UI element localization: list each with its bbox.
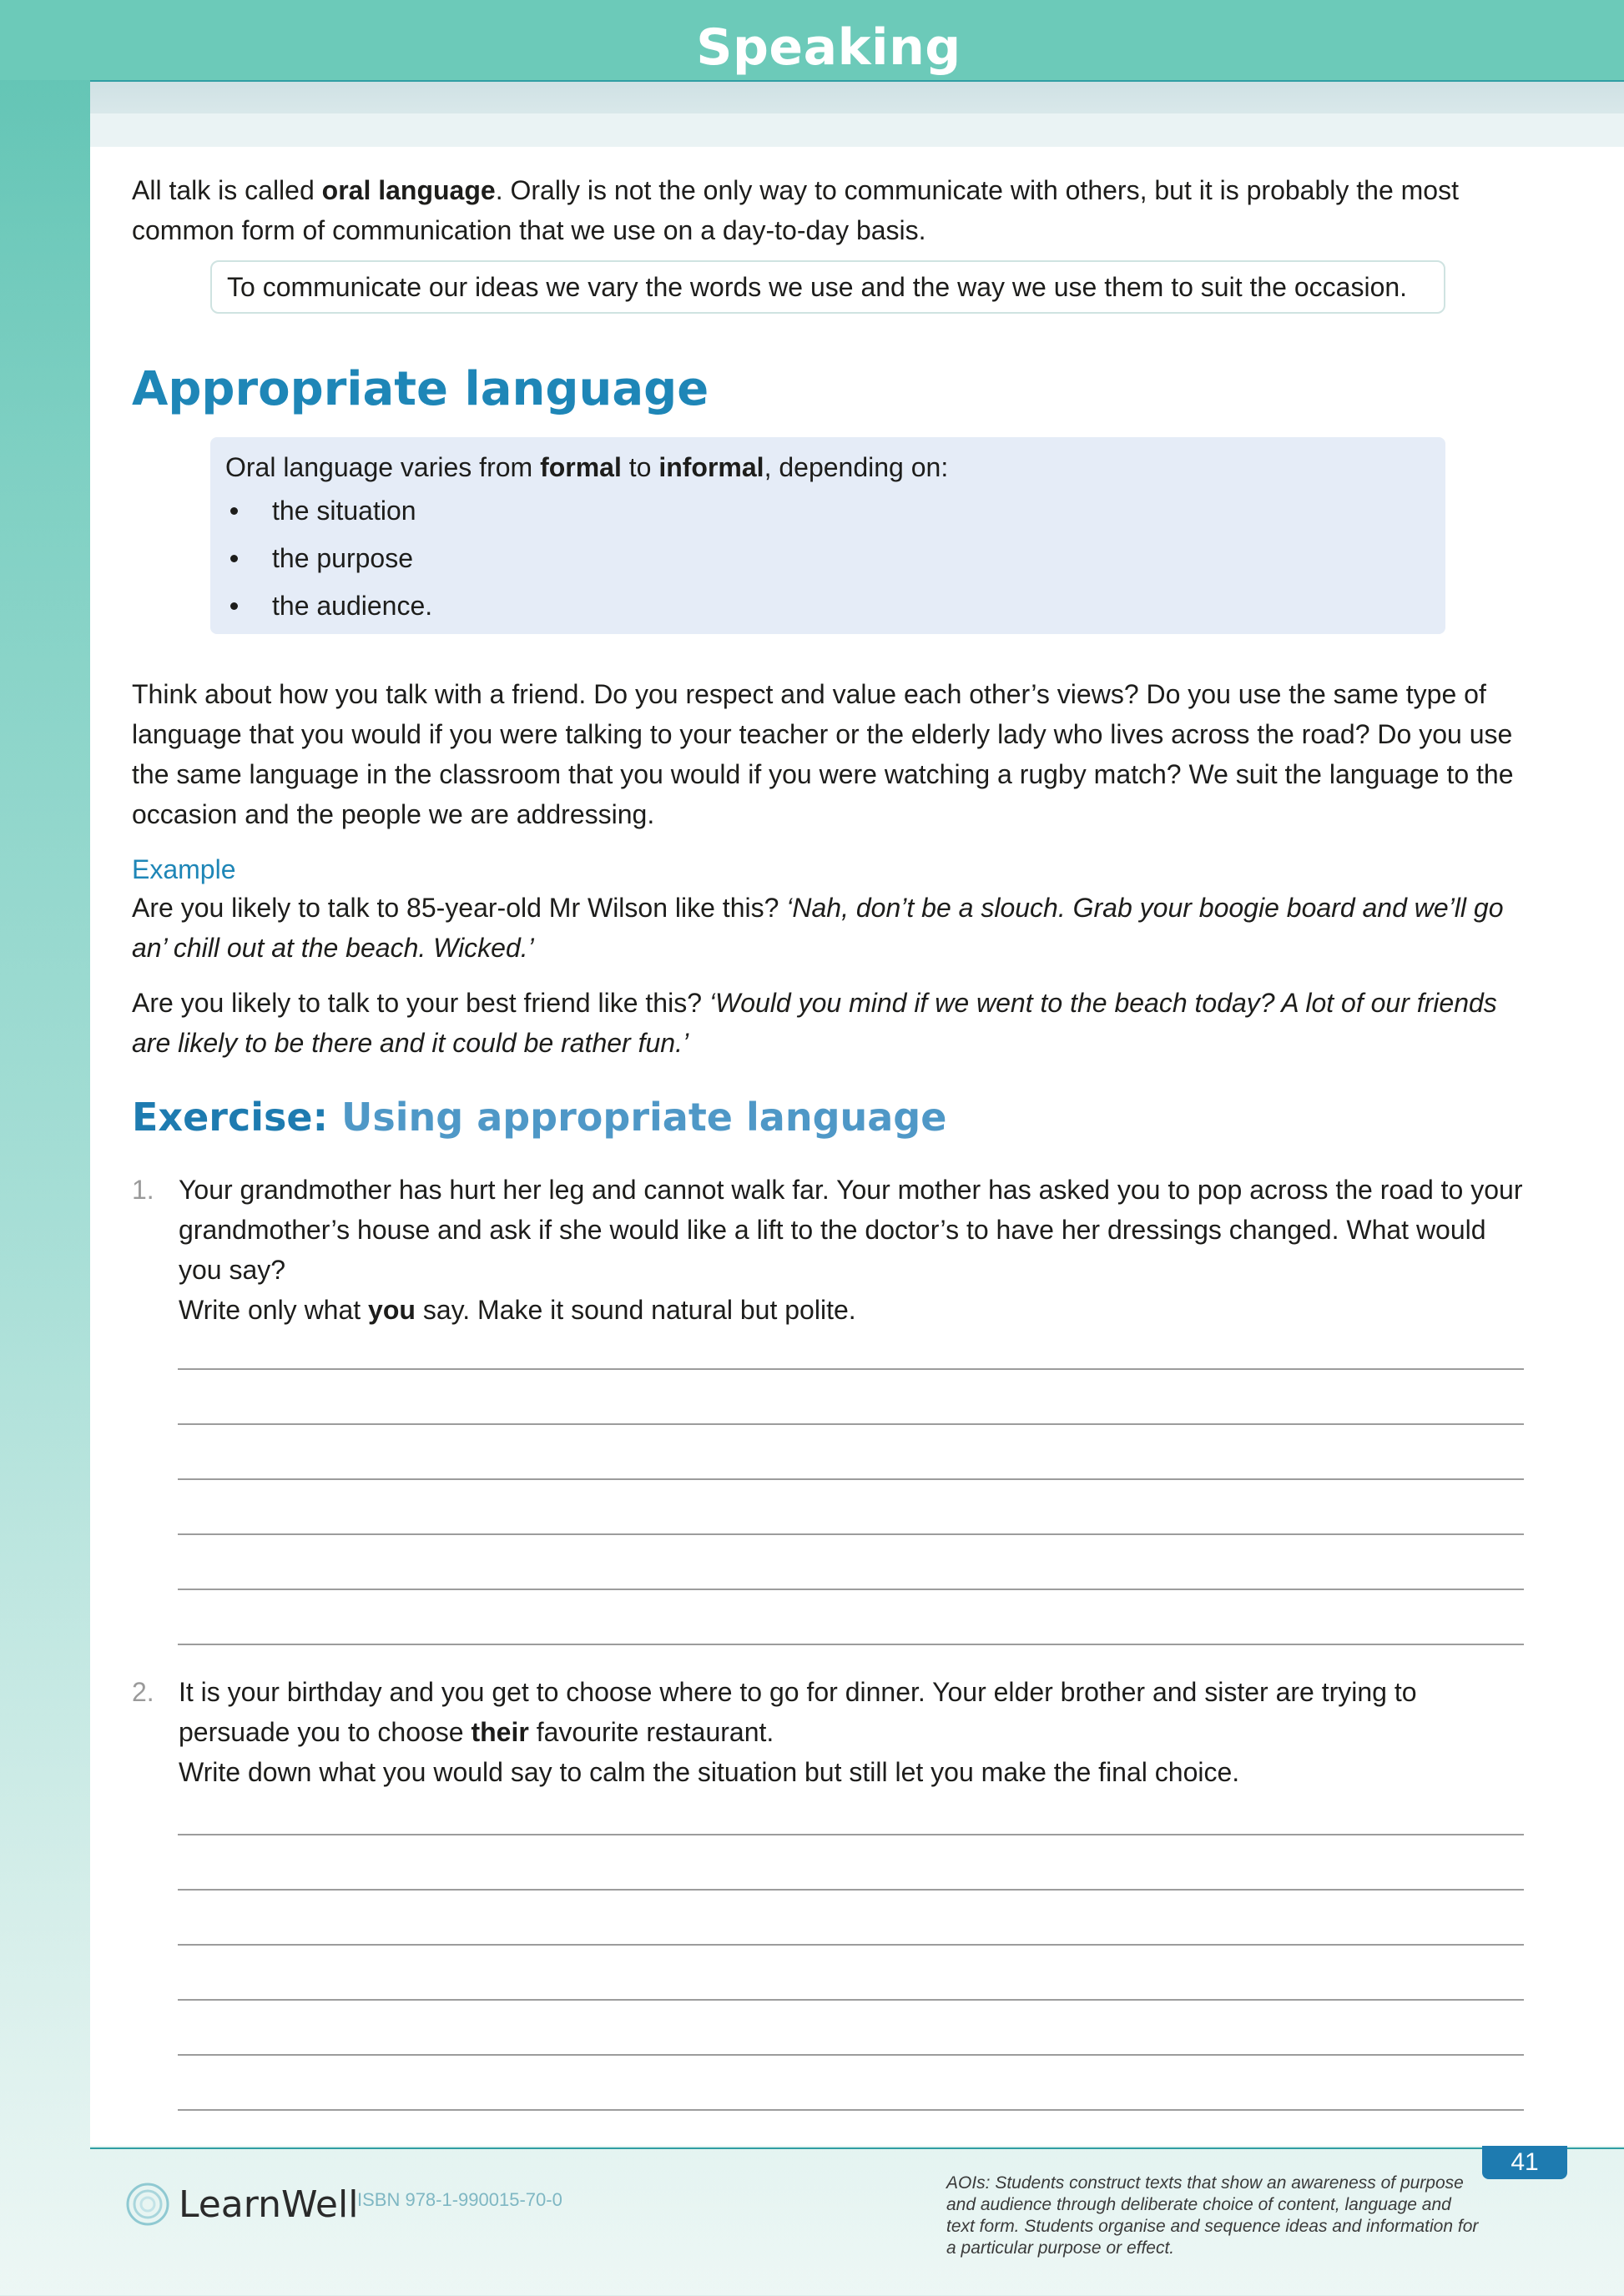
- oral-box-list: [225, 487, 1445, 630]
- question-instruction: Write only what you say. Make it sound natural but polite.: [179, 1295, 856, 1325]
- footer-divider: [90, 2147, 1624, 2149]
- answer-line[interactable]: [178, 1944, 1524, 1946]
- list-item: the audience.: [225, 582, 1445, 630]
- example-label: Example: [132, 854, 236, 884]
- page-number: 41: [1482, 2146, 1567, 2179]
- header-subband-light: [90, 113, 1624, 147]
- think-paragraph: Think about how you talk with a friend. Do you respect and value each other’s views? Do you use the same type of language that you would if you were talking to your teacher or the elderly lady who lives across the road? Do you use the same language in the classroom that you would if you were watching a rugby match? We suit the language to the occasion and the people we are addressing.: [132, 679, 1514, 829]
- list-item: the purpose: [225, 535, 1445, 582]
- answer-line[interactable]: [178, 1999, 1524, 2001]
- list-item: the situation: [225, 487, 1445, 535]
- oral-box-intro: Oral language varies from formal to informal, depending on:: [225, 452, 949, 482]
- answer-line[interactable]: [178, 1889, 1524, 1891]
- question-number: 1.: [132, 1175, 154, 1205]
- header-subband: [90, 82, 1624, 113]
- intro-paragraph: All talk is called oral language. Orally is not the only way to communicate with others, but it is probably the most common form of communication that we use on a day-to-day basis.: [132, 175, 1459, 245]
- example-2: Are you likely to talk to your best friend like this? ‘Would you mind if we went to the beach today? A lot of our friends are likely to be there and it could be rather fun.’: [132, 988, 1497, 1058]
- answer-line[interactable]: [178, 1423, 1524, 1425]
- question-instruction: Write down what you would say to calm the situation but still let you make the final choice.: [179, 1757, 1240, 1787]
- tip-box: To communicate our ideas we vary the words we use and the way we use them to suit the occasion.: [210, 260, 1445, 314]
- answer-line[interactable]: [178, 1589, 1524, 1590]
- answer-line[interactable]: [178, 1368, 1524, 1370]
- question-2: [132, 1672, 1534, 1792]
- aois-note: AOIs: Students construct texts that show an awareness of purpose and audience through deliberate choice of content, language and text form. Students organise and sequence ideas and information for a particular purpose or effect.: [946, 2173, 1479, 2258]
- section-heading: Appropriate language: [132, 362, 709, 416]
- answer-line[interactable]: [178, 1644, 1524, 1645]
- brand-name: LearnWell: [179, 2183, 359, 2226]
- answer-line[interactable]: [178, 1533, 1524, 1535]
- question-number: 2.: [132, 1677, 154, 1707]
- term-oral-language: oral language: [321, 175, 496, 205]
- learnwell-logo: [125, 2179, 358, 2229]
- answer-line[interactable]: [178, 2054, 1524, 2056]
- question-1: [132, 1170, 1534, 1330]
- answer-line[interactable]: [178, 2109, 1524, 2111]
- question-text: Your grandmother has hurt her leg and cannot walk far. Your mother has asked you to pop across the road to your grandmother’s house and ask if she would like a lift to the doctor’s to have her dressings changed. What would you say?: [179, 1175, 1523, 1285]
- exercise-heading: Exercise: Using appropriate language: [132, 1095, 947, 1140]
- spiral-logo-icon: [125, 2182, 170, 2227]
- question-text: It is your birthday and you get to choose where to go for dinner. Your elder brother and sister are trying to persuade you to choose their favourite restaurant.: [179, 1677, 1417, 1747]
- example-1: Are you likely to talk to 85-year-old Mr Wilson like this? ‘Nah, don’t be a slouch. Grab your boogie board and we’ll go an’ chill out at the beach. Wicked.’: [132, 893, 1504, 963]
- answer-line[interactable]: [178, 1478, 1524, 1480]
- oral-language-box: [210, 437, 1445, 634]
- answer-line[interactable]: [178, 1834, 1524, 1835]
- page-title: Speaking: [696, 18, 961, 77]
- isbn: ISBN 978-1-990015-70-0: [357, 2189, 562, 2210]
